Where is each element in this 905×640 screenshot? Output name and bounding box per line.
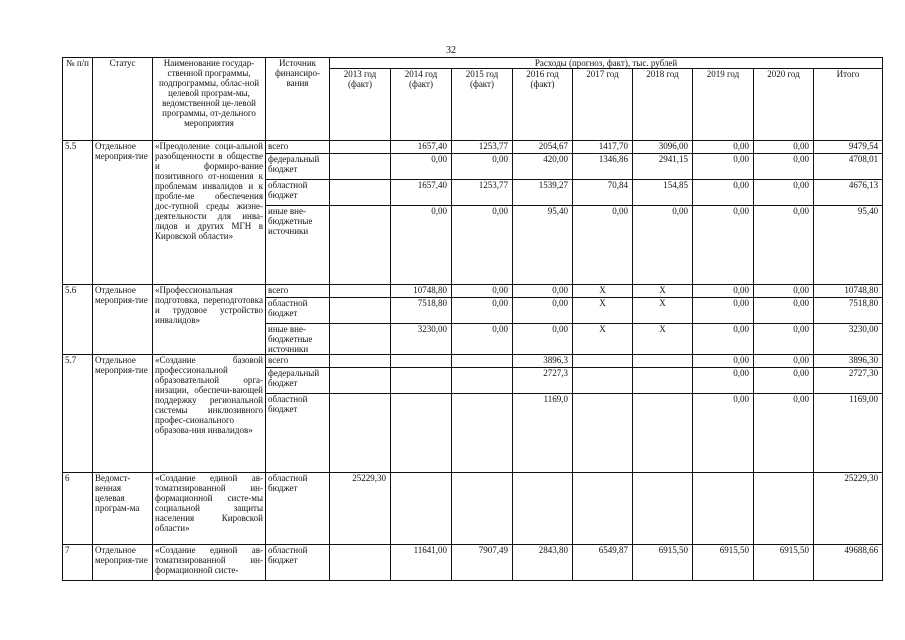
value-cell: [573, 473, 633, 545]
row-name: «Создание базовой профессиональной образовательной орга-низации, обеспечи-вающей поддержку региональной системы инклюзивного профес-сионального образова-ния инвалидов»: [153, 355, 266, 473]
value-cell: 7518,80: [391, 298, 452, 324]
value-cell: 0,00: [513, 285, 573, 298]
row-number: 5.6: [63, 285, 93, 355]
value-cell: [693, 473, 754, 545]
value-cell: 2054,67: [513, 141, 573, 154]
value-cell: 49688,66: [814, 545, 883, 581]
row-source: иные вне-бюджетные источники: [266, 206, 330, 285]
value-cell: [330, 394, 391, 473]
value-cell: 0,00: [754, 206, 814, 285]
value-cell: 95,40: [513, 206, 573, 285]
value-cell: 2941,15: [633, 154, 693, 180]
value-cell: 7907,49: [452, 545, 513, 581]
table-row: [63, 473, 883, 545]
value-cell: [330, 141, 391, 154]
value-cell: 0,00: [754, 324, 814, 355]
header-status: Статус: [93, 58, 153, 141]
value-cell: 0,00: [693, 298, 754, 324]
value-cell: 1253,77: [452, 180, 513, 206]
row-source: областной бюджет: [266, 180, 330, 206]
row-status: Отдельное мероприя-тие: [93, 545, 153, 581]
value-cell: 95,40: [814, 206, 883, 285]
value-cell: [633, 368, 693, 394]
row-number: 5.5: [63, 141, 93, 285]
value-cell: 0,00: [693, 394, 754, 473]
value-cell: X: [573, 298, 633, 324]
value-cell: 0,00: [693, 154, 754, 180]
value-cell: [633, 355, 693, 368]
value-cell: 6915,50: [693, 545, 754, 581]
value-cell: 1657,40: [391, 180, 452, 206]
value-cell: [452, 473, 513, 545]
value-cell: 0,00: [452, 154, 513, 180]
value-cell: 9479,54: [814, 141, 883, 154]
header-year: 2018 год: [633, 69, 693, 141]
header-year: 2017 год: [573, 69, 633, 141]
value-cell: 3096,00: [633, 141, 693, 154]
value-cell: X: [633, 285, 693, 298]
row-status: Отдельное мероприя-тие: [93, 141, 153, 285]
row-source: иные вне-бюджетные источники: [266, 324, 330, 355]
value-cell: 3896,3: [513, 355, 573, 368]
value-cell: X: [573, 324, 633, 355]
row-source: федеральный бюджет: [266, 368, 330, 394]
value-cell: 1657,40: [391, 141, 452, 154]
value-cell: 154,85: [633, 180, 693, 206]
page-number: 32: [446, 45, 456, 56]
row-name: «Создание единой ав-томатизированной ин-формационной систе-: [153, 545, 266, 581]
value-cell: [754, 473, 814, 545]
row-status: Отдельное мероприя-тие: [93, 285, 153, 355]
row-name: «Преодоление соци-альной разобщенности в обществе и формиро-вание позитивного от-ношения к проблемам инвалидов и к пробле-ме обеспечения дос-тупной среды жизне-деятельности для инва-лидов и других МГН в Кировской области»: [153, 141, 266, 285]
value-cell: [633, 394, 693, 473]
header-name: Наименование государ-ственной программы, подпрограммы, облас-ной целевой програм-мы, ведомственной це-левой программы, от-дельного мероприятия: [153, 58, 266, 141]
value-cell: 10748,80: [814, 285, 883, 298]
value-cell: 0,00: [693, 206, 754, 285]
value-cell: [391, 368, 452, 394]
value-cell: [633, 473, 693, 545]
table-row: [63, 545, 883, 581]
header-no: № п/п: [63, 58, 93, 141]
value-cell: 0,00: [693, 141, 754, 154]
value-cell: 7518,80: [814, 298, 883, 324]
value-cell: 0,00: [693, 285, 754, 298]
value-cell: [330, 368, 391, 394]
row-source: областной бюджет: [266, 545, 330, 581]
value-cell: 0,00: [452, 324, 513, 355]
row-source: областной бюджет: [266, 473, 330, 545]
value-cell: 4708,01: [814, 154, 883, 180]
value-cell: [452, 394, 513, 473]
header-year: Итого: [814, 69, 883, 141]
value-cell: 0,00: [754, 355, 814, 368]
value-cell: 0,00: [754, 298, 814, 324]
value-cell: 0,00: [513, 298, 573, 324]
value-cell: 1346,86: [573, 154, 633, 180]
value-cell: 2727,30: [814, 368, 883, 394]
header-year: 2016 год (факт): [513, 69, 573, 141]
row-source: федеральный бюджет: [266, 154, 330, 180]
table-row: [63, 285, 883, 298]
value-cell: 11641,00: [391, 545, 452, 581]
row-name: «Создание единой ав-томатизированной ин-формационной систе-мы социальной защиты населения Кировской области»: [153, 473, 266, 545]
header-year: 2015 год (факт): [452, 69, 513, 141]
value-cell: 6549,87: [573, 545, 633, 581]
row-source: областной бюджет: [266, 298, 330, 324]
value-cell: [391, 473, 452, 545]
table-body: [63, 141, 883, 581]
value-cell: [391, 355, 452, 368]
header-expenses: Расходы (прогноз, факт), тыс. рублей: [330, 58, 883, 69]
value-cell: 0,00: [391, 206, 452, 285]
value-cell: 0,00: [693, 324, 754, 355]
value-cell: [330, 545, 391, 581]
value-cell: [573, 355, 633, 368]
value-cell: [330, 180, 391, 206]
value-cell: 0,00: [573, 206, 633, 285]
header-year: 2013 год (факт): [330, 69, 391, 141]
row-name: «Профессиональная подготовка, переподготовка и трудовое устройство инвалидов»: [153, 285, 266, 355]
value-cell: 1417,70: [573, 141, 633, 154]
expenses-table: [62, 57, 883, 581]
header-year: 2020 год: [754, 69, 814, 141]
row-status: Отдельное мероприя-тие: [93, 355, 153, 473]
value-cell: 2843,80: [513, 545, 573, 581]
value-cell: 1253,77: [452, 141, 513, 154]
value-cell: [330, 154, 391, 180]
value-cell: [330, 206, 391, 285]
value-cell: 6915,50: [754, 545, 814, 581]
value-cell: 0,00: [754, 368, 814, 394]
value-cell: 0,00: [693, 355, 754, 368]
header-year: 2019 год: [693, 69, 754, 141]
header-year: 2014 год (факт): [391, 69, 452, 141]
value-cell: 420,00: [513, 154, 573, 180]
value-cell: 3230,00: [814, 324, 883, 355]
row-number: 7: [63, 545, 93, 581]
value-cell: X: [633, 298, 693, 324]
value-cell: 0,00: [754, 285, 814, 298]
value-cell: X: [573, 285, 633, 298]
value-cell: [330, 355, 391, 368]
row-source: областной бюджет: [266, 394, 330, 473]
value-cell: [391, 394, 452, 473]
value-cell: 3230,00: [391, 324, 452, 355]
value-cell: 0,00: [754, 180, 814, 206]
value-cell: 6915,50: [633, 545, 693, 581]
value-cell: 0,00: [693, 180, 754, 206]
value-cell: 0,00: [452, 206, 513, 285]
value-cell: 10748,80: [391, 285, 452, 298]
row-source: всего: [266, 141, 330, 154]
value-cell: 1539,27: [513, 180, 573, 206]
value-cell: 1169,00: [814, 394, 883, 473]
value-cell: [452, 368, 513, 394]
value-cell: [330, 285, 391, 298]
value-cell: [452, 355, 513, 368]
value-cell: 2727,3: [513, 368, 573, 394]
row-number: 6: [63, 473, 93, 545]
value-cell: 25229,30: [330, 473, 391, 545]
value-cell: 0,00: [391, 154, 452, 180]
value-cell: [330, 298, 391, 324]
value-cell: 0,00: [754, 154, 814, 180]
value-cell: X: [633, 324, 693, 355]
header-source: Источник финансиро-вания: [266, 58, 330, 141]
value-cell: [573, 368, 633, 394]
table-row: [63, 355, 883, 368]
value-cell: [573, 394, 633, 473]
value-cell: 4676,13: [814, 180, 883, 206]
value-cell: [513, 473, 573, 545]
value-cell: 70,84: [573, 180, 633, 206]
value-cell: 0,00: [513, 324, 573, 355]
value-cell: 0,00: [452, 285, 513, 298]
value-cell: 0,00: [754, 394, 814, 473]
value-cell: 25229,30: [814, 473, 883, 545]
value-cell: 0,00: [693, 368, 754, 394]
value-cell: 0,00: [754, 141, 814, 154]
table-row: [63, 141, 883, 154]
row-source: всего: [266, 285, 330, 298]
row-number: 5.7: [63, 355, 93, 473]
value-cell: 0,00: [452, 298, 513, 324]
value-cell: 3896,30: [814, 355, 883, 368]
row-status: Ведомст-венная целевая програм-ма: [93, 473, 153, 545]
value-cell: 0,00: [633, 206, 693, 285]
value-cell: 1169,0: [513, 394, 573, 473]
row-source: всего: [266, 355, 330, 368]
value-cell: [330, 324, 391, 355]
